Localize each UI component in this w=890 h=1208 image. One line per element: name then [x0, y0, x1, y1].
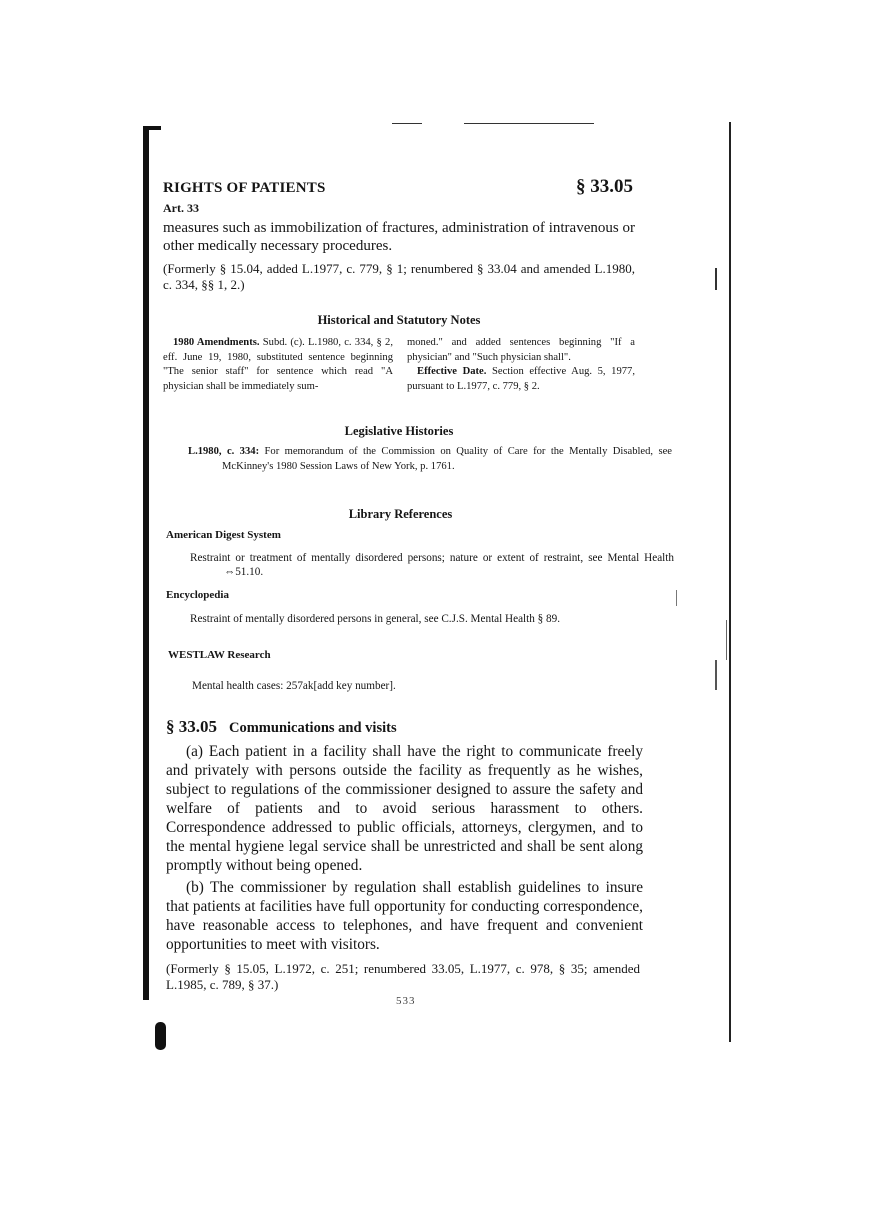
history-note: (Formerly § 15.04, added L.1977, c. 779, § 1; renumbered § 33.04 and amended L.1980, c. 334, §§ 1, 2.): [163, 261, 635, 292]
historical-notes-heading: Historical and Statutory Notes: [317, 313, 481, 327]
library-group-entry: Restraint or treatment of mentally disordered persons; nature or extent of restraint, see Mental Health ⇔51.10.: [190, 552, 674, 578]
section-history-note: (Formerly § 15.05, L.1972, c. 251; renumbered 33.05, L.1977, c. 978, § 35; amended L.1985, c. 789, § 37.): [166, 961, 640, 992]
effective-date-text: Section effective Aug. 5, 1977, pursuant to L.1977, c. 779, § 2.: [407, 366, 635, 392]
scan-edge-line: [729, 122, 731, 1042]
legislative-histories-heading: Legislative Histories: [344, 424, 454, 438]
page-number: 533: [396, 995, 416, 1007]
effective-date: [407, 365, 635, 394]
library-group-title: WESTLAW Research: [168, 649, 271, 661]
section-reference: § 33.05: [576, 176, 633, 197]
historical-notes-left: [163, 336, 393, 394]
effective-date-lead: Effective Date.: [417, 366, 487, 378]
amendments-lead: 1980 Amendments.: [173, 337, 260, 348]
legislative-histories-entry: [188, 445, 672, 474]
amendments-continued: moned." and added sentences beginning "If a physician" and "Such physician shall".: [407, 337, 635, 363]
binding-blot: [155, 1022, 166, 1050]
legislative-lead: L.1980, c. 334:: [188, 446, 260, 457]
library-references-heading: Library References: [348, 507, 453, 521]
scan-mark: [676, 590, 677, 606]
scan-mark: [715, 268, 717, 290]
scan-mark: [726, 620, 727, 660]
section-number: § 33.05: [166, 717, 217, 736]
running-title: RIGHTS OF PATIENTS: [163, 180, 326, 196]
continued-text: measures such as immobilization of fractures, administration of intravenous or other medically necessary procedures.: [163, 220, 635, 254]
binding-shadow: [143, 126, 149, 1000]
legislative-text: For memorandum of the Commission on Quality of Care for the Mentally Disabled, see McKinney's 1980 Session Laws of New York, p. 1761.: [222, 446, 672, 472]
article-label: Art. 33: [163, 201, 199, 215]
section-title: Communications and visits: [229, 720, 397, 736]
section-paragraph-b: (b) The commissioner by regulation shall establish guidelines to insure that patients at facilities have full opportunity for conducting correspondence, have reasonable access to telephones, and have frequent and convenient opportunities to meet with visitors.: [166, 879, 643, 953]
section-paragraph-a: (a) Each patient in a facility shall have the right to communicate freely and privately with persons outside the facility as frequently as he wishes, subject to regulations of the commissioner designed to assure the safety and welfare of patients and to avoid serious harassment to others. Correspondence addressed to public officials, attorneys, clergymen, and to the mental hygiene legal service shall be unrestricted and shall be sent along promptly without being opened.: [166, 743, 643, 874]
binding-shadow-top: [143, 126, 161, 130]
library-group-title: Encyclopedia: [166, 589, 229, 601]
section-heading: [166, 717, 397, 737]
amendments-text: Subd. (c). L.1980, c. 334, § 2, eff. June 19, 1980, substituted sentence beginning "The senior staff" for sentence which read "A physician shall be immediately sum-: [163, 337, 393, 392]
library-group-entry: Restraint of mentally disordered persons in general, see C.J.S. Mental Health § 89.: [190, 613, 561, 625]
scan-top-rule: [392, 123, 422, 124]
library-group-title: American Digest System: [166, 529, 281, 541]
historical-notes-right: [407, 336, 635, 394]
library-group-entry: Mental health cases: 257ak[add key number].: [192, 680, 396, 692]
scan-top-rule: [464, 123, 594, 124]
scan-mark: [715, 660, 717, 690]
